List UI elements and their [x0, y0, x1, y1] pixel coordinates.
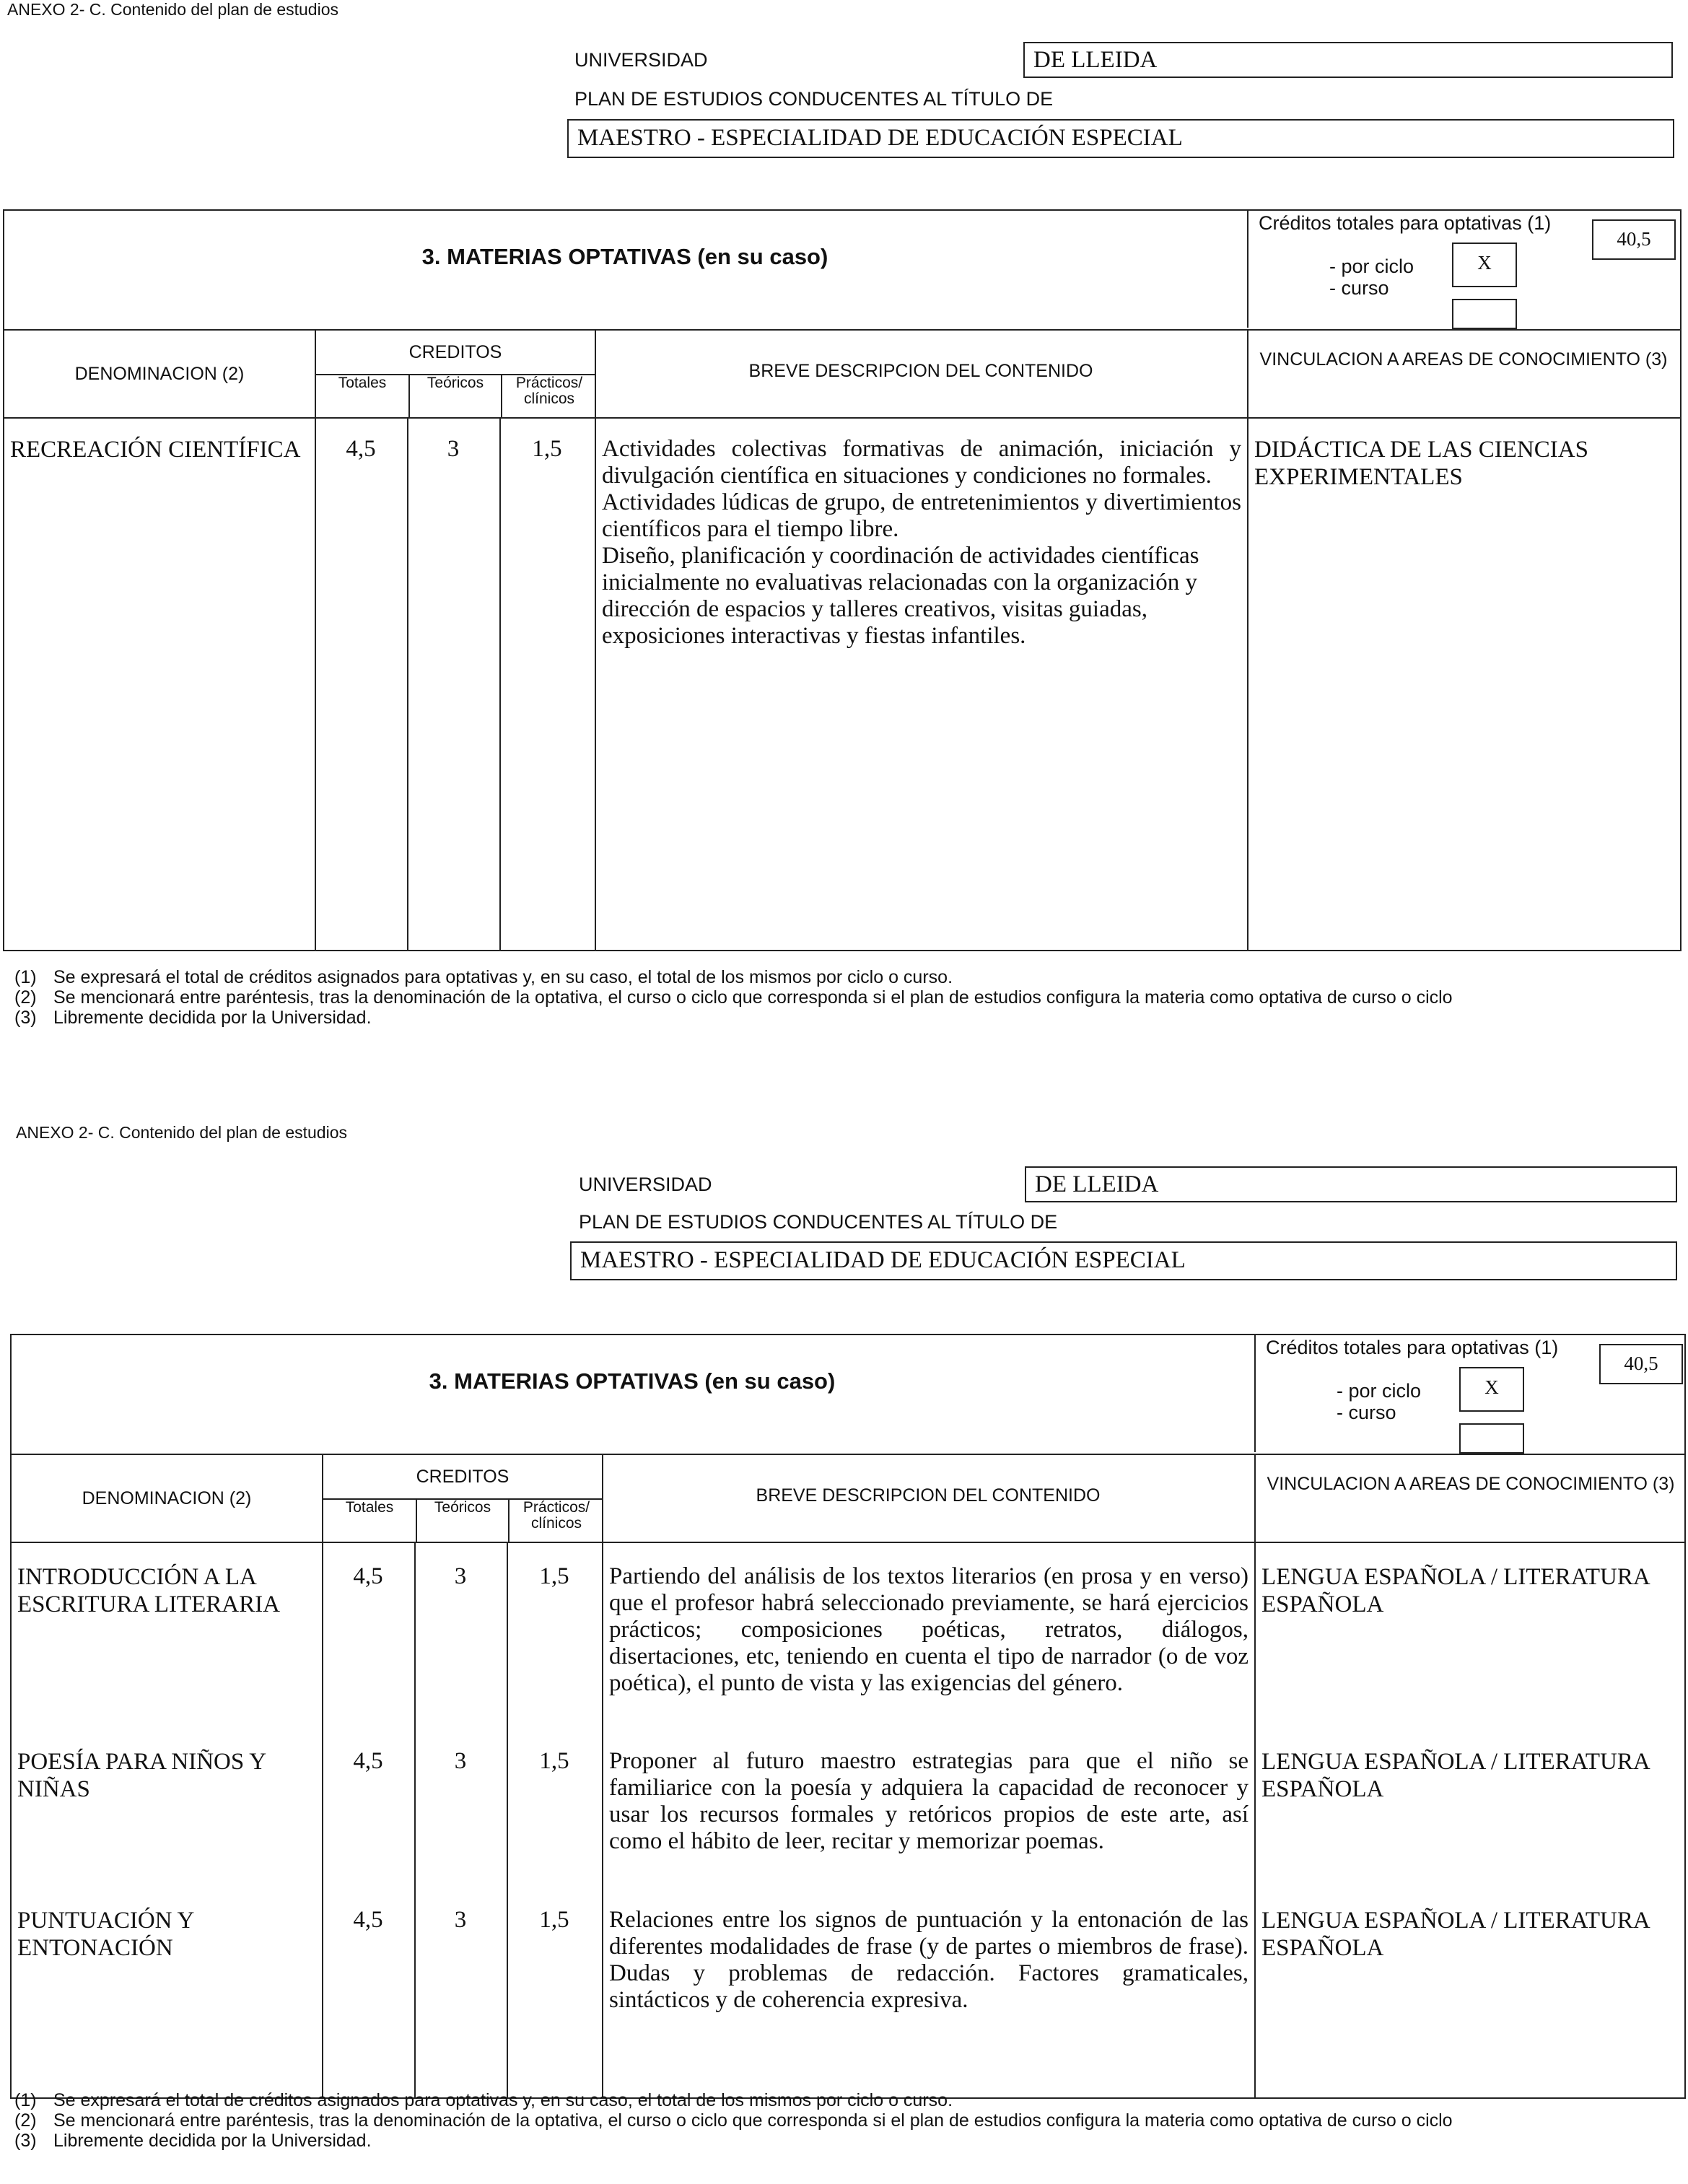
- optativas-table: [10, 1334, 1686, 2099]
- header-denominacion: DENOMINACION (2): [74, 364, 245, 384]
- knowledge-area: LENGUA ESPAÑOLA / LITERATURA ESPAÑOLA: [1261, 1749, 1649, 1802]
- credits-teoricos: 3: [447, 436, 460, 462]
- university-label: UNIVERSIDAD: [579, 1174, 712, 1195]
- curso-label: - curso: [1337, 1402, 1396, 1423]
- credits-totales: 4,5: [353, 1563, 383, 1589]
- footnote: (2) Se mencionará entre paréntesis, tras la denominación de la optativa, el curso o ciclo que corresponda si el plan de estudios configura la materia como optativa de curso o ciclo: [14, 2110, 1453, 2131]
- university-value: DE LLEIDA: [1025, 1166, 1677, 1202]
- knowledge-area: DIDÁCTICA DE LAS CIENCIAS EXPERIMENTALES: [1254, 437, 1588, 490]
- footnote: (3) Libremente decidida por la Universidad.: [14, 1008, 372, 1028]
- por-ciclo-label: - por ciclo: [1329, 255, 1414, 277]
- credits-summary: [1254, 1335, 1688, 1452]
- subject-description: Proponer al futuro maestro estrategias para que el niño se familiarice con la poesía y adquiera la capacidad de reconocer y usar los recursos formales y retóricos propios de este arte, así como el hábito de leer, recitar y memorizar poemas.: [609, 1748, 1248, 1854]
- credits-totales: 4,5: [353, 1907, 383, 1933]
- description-paragraph: Actividades lúdicas de grupo, de entretenimientos y divertimientos científicos para el tiempo libre.: [602, 489, 1241, 542]
- header-creditos: CREDITOS: [408, 342, 502, 362]
- por-ciclo-checkbox: X: [1459, 1367, 1524, 1412]
- table-top: [4, 211, 1680, 331]
- credits-total-label: Créditos totales para optativas (1): [1259, 212, 1552, 234]
- credits-practicos: 1,5: [532, 436, 562, 462]
- subject-description: Partiendo del análisis de los textos literarios (en prosa y en verso) que el profesor habrá seleccionado previamente, se hará ejercicios prácticos; composiciones poéticas, retratos, diálogos, disertaciones, etc, teniendo en cuenta el tipo de narrador (o de voz poética), el punto de vista y las exigencias del género.: [609, 1563, 1248, 1696]
- degree-title: MAESTRO - ESPECIALIDAD DE EDUCACIÓN ESPECIAL: [570, 1241, 1677, 1280]
- credits-teoricos: 3: [454, 1907, 467, 1933]
- credits-totales: 4,5: [346, 436, 376, 462]
- subject-name: POESÍA PARA NIÑOS Y NIÑAS: [17, 1749, 266, 1802]
- header-practicos: Prácticos/ clínicos: [501, 374, 596, 417]
- subject-description: [602, 436, 1241, 650]
- column-headers: [4, 331, 1680, 419]
- annex-label: ANEXO 2- C. Contenido del plan de estudios: [16, 1123, 347, 1142]
- credits-practicos: 1,5: [539, 1748, 569, 1774]
- header-teoricos: Teóricos: [416, 1498, 508, 1542]
- column-headers: [12, 1455, 1684, 1543]
- knowledge-area: LENGUA ESPAÑOLA / LITERATURA ESPAÑOLA: [1261, 1908, 1649, 1961]
- table-body: [12, 1543, 1684, 2097]
- footnote: (2) Se mencionará entre paréntesis, tras la denominación de la optativa, el curso o ciclo que corresponda si el plan de estudios configura la materia como optativa de curso o ciclo: [14, 987, 1453, 1008]
- table-body: [4, 419, 1680, 950]
- table-top: [12, 1335, 1684, 1455]
- credits-total-value: 40,5: [1599, 1344, 1683, 1384]
- header-descripcion: BREVE DESCRIPCION DEL CONTENIDO: [748, 361, 1093, 381]
- footnotes: [14, 2090, 1641, 2151]
- plan-label: PLAN DE ESTUDIOS CONDUCENTES AL TÍTULO DE: [579, 1211, 1058, 1233]
- curso-checkbox: [1459, 1423, 1524, 1454]
- curso-label: - curso: [1329, 277, 1389, 299]
- credits-practicos: 1,5: [539, 1907, 569, 1933]
- degree-title: MAESTRO - ESPECIALIDAD DE EDUCACIÓN ESPECIAL: [567, 119, 1674, 158]
- curso-checkbox: [1452, 299, 1517, 329]
- annex-label: ANEXO 2- C. Contenido del plan de estudios: [7, 0, 338, 19]
- description-paragraph: Diseño, planificación y coordinación de actividades científicas inicialmente no evaluativas relacionadas con la organización y dirección de espacios y talleres creativos, visitas guiadas, exposiciones interactivas y fiestas infantiles.: [602, 543, 1199, 649]
- footnote: (3) Libremente decidida por la Universidad.: [14, 2131, 372, 2151]
- section-heading: 3. MATERIAS OPTATIVAS (en su caso): [421, 244, 828, 269]
- credits-total-label: Créditos totales para optativas (1): [1266, 1337, 1559, 1358]
- credits-summary: [1247, 211, 1682, 328]
- plan-label: PLAN DE ESTUDIOS CONDUCENTES AL TÍTULO DE: [574, 88, 1054, 110]
- university-label: UNIVERSIDAD: [574, 49, 708, 71]
- subject-name: RECREACIÓN CIENTÍFICA: [10, 437, 301, 463]
- subject-description: Relaciones entre los signos de puntuación y la entonación de las diferentes modalidades de frase (y de partes o miembros de frase). Dudas y problemas de redacción. Factores gramaticales, sintácticos y de coherencia expresiva.: [609, 1907, 1248, 2013]
- section-heading: 3. MATERIAS OPTATIVAS (en su caso): [429, 1368, 836, 1394]
- footnote: (1) Se expresará el total de créditos asignados para optativas y, en su caso, el total de los mismos por ciclo o curso.: [14, 967, 953, 987]
- credits-total-value: 40,5: [1592, 219, 1676, 260]
- credits-practicos: 1,5: [539, 1563, 569, 1589]
- header-practicos: Prácticos/ clínicos: [508, 1498, 603, 1542]
- knowledge-area: LENGUA ESPAÑOLA / LITERATURA ESPAÑOLA: [1261, 1564, 1649, 1617]
- header-denominacion: DENOMINACION (2): [82, 1488, 252, 1508]
- header-vinculacion: VINCULACION A AREAS DE CONOCIMIENTO (3): [1267, 1474, 1675, 1494]
- credits-teoricos: 3: [454, 1748, 467, 1774]
- header-vinculacion: VINCULACION A AREAS DE CONOCIMIENTO (3): [1259, 349, 1668, 370]
- subject-name: PUNTUACIÓN Y ENTONACIÓN: [17, 1908, 194, 1961]
- header-totales: Totales: [316, 374, 408, 417]
- credits-totales: 4,5: [353, 1748, 383, 1774]
- header-creditos: CREDITOS: [416, 1467, 510, 1487]
- header-totales: Totales: [323, 1498, 416, 1542]
- header-descripcion: BREVE DESCRIPCION DEL CONTENIDO: [756, 1485, 1101, 1506]
- por-ciclo-checkbox: X: [1452, 243, 1517, 287]
- credits-teoricos: 3: [454, 1563, 467, 1589]
- header-teoricos: Teóricos: [408, 374, 501, 417]
- por-ciclo-label: - por ciclo: [1337, 1380, 1422, 1402]
- subject-name: INTRODUCCIÓN A LA ESCRITURA LITERARIA: [17, 1564, 280, 1617]
- footnote: (1) Se expresará el total de créditos asignados para optativas y, en su caso, el total de los mismos por ciclo o curso.: [14, 2090, 953, 2110]
- university-value: DE LLEIDA: [1023, 42, 1673, 78]
- description-paragraph: Actividades colectivas formativas de animación, iniciación y divulgación científica en situaciones y condiciones no formales.: [602, 436, 1241, 489]
- optativas-table: [3, 209, 1682, 951]
- footnotes: [14, 967, 1641, 1028]
